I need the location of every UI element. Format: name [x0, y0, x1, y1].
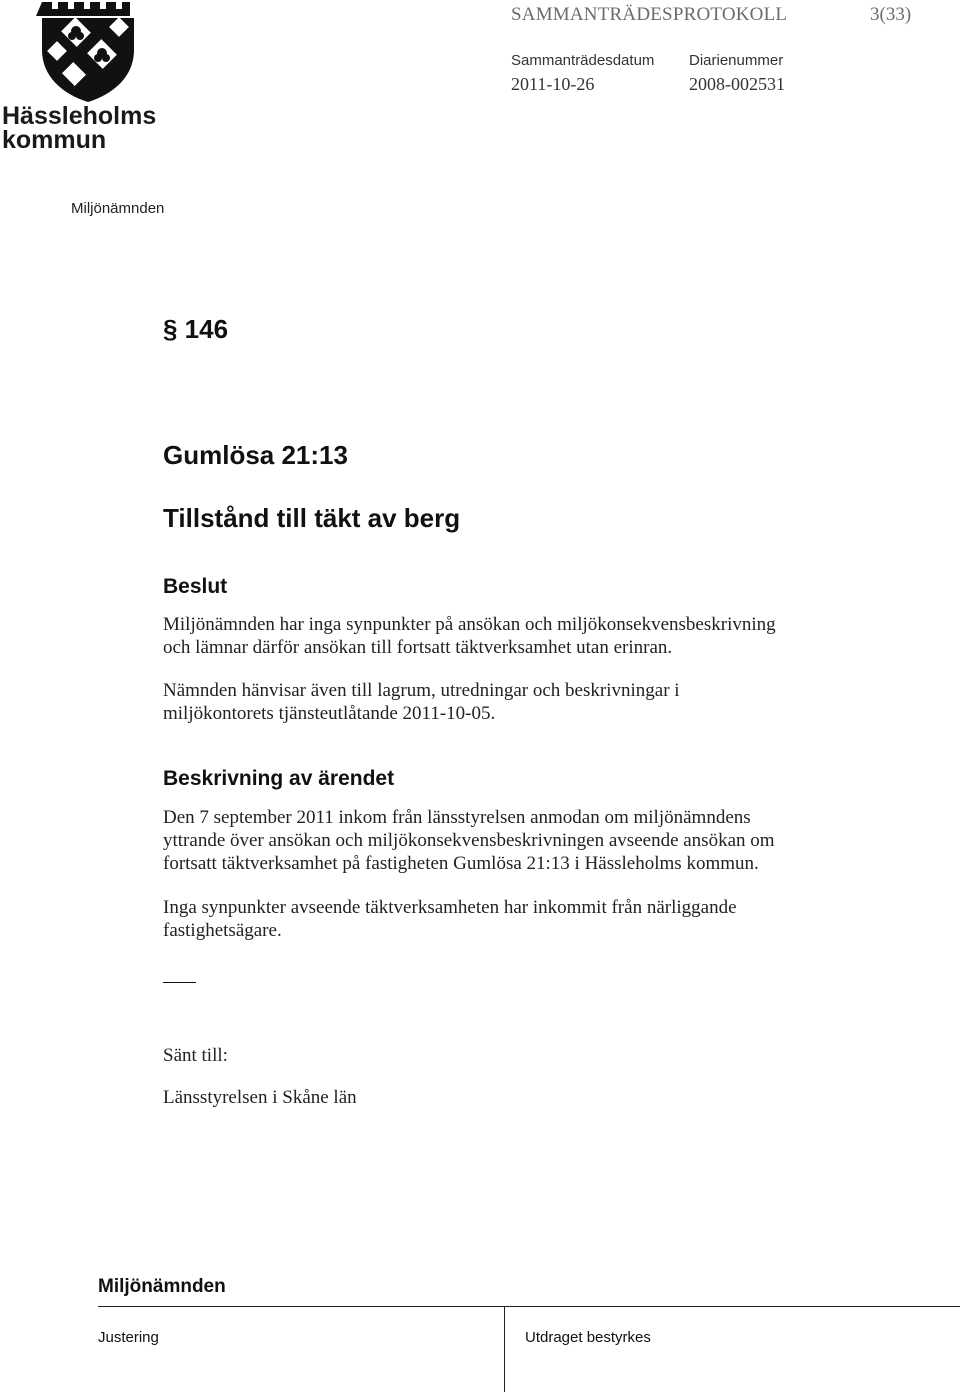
text-line: och lämnar därför ansökan till fortsatt täktverksamhet utan erinran.: [163, 637, 673, 658]
diary-number-label: Diarienummer: [689, 52, 784, 69]
section-divider: [163, 982, 196, 983]
text-line: Miljönämnden har inga synpunkter på ansökan och miljökonsekvensbeskrivning: [163, 614, 776, 635]
page-number: 3(33): [870, 4, 912, 25]
text-line: yttrande över ansökan och miljökonsekvensbeskrivningen avseende ansökan om: [163, 830, 775, 851]
document-title: SAMMANTRÄDESPROTOKOLL: [511, 4, 788, 25]
sent-to-recipient: Länsstyrelsen i Skåne län: [163, 1087, 357, 1108]
description-paragraph-2: [163, 896, 863, 942]
case-title: Gumlösa 21:13: [163, 440, 348, 470]
footer-divider: [98, 1306, 960, 1307]
diary-number-value: 2008-002531: [689, 74, 785, 94]
justering-label: Justering: [98, 1329, 159, 1346]
logo-line-2: kommun: [2, 126, 107, 154]
text-line: fortsatt täktverksamhet på fastigheten Gumlösa 21:13 i Hässleholms kommun.: [163, 853, 759, 874]
footer-committee-name: Miljönämnden: [98, 1276, 226, 1297]
text-line: Inga synpunkter avseende täktverksamheten har inkommit från närliggande: [163, 897, 737, 918]
paragraph-number: § 146: [163, 314, 229, 344]
sent-to-label: Sänt till:: [163, 1045, 228, 1066]
description-heading: Beskrivning av ärendet: [163, 767, 395, 790]
logo-wordmark: [2, 104, 156, 152]
decision-paragraph-2: [163, 679, 863, 725]
description-paragraph-1: [163, 806, 863, 875]
text-line: Den 7 september 2011 inkom från länsstyrelsen anmodan om miljönämndens: [163, 807, 751, 828]
meeting-date-value: 2011-10-26: [511, 74, 595, 94]
meeting-date-label: Sammanträdesdatum: [511, 52, 655, 69]
decision-paragraph-1: [163, 613, 863, 659]
hassleholm-coat-of-arms-icon: [36, 0, 140, 104]
utdraget-bestyrkes-label: Utdraget bestyrkes: [525, 1329, 651, 1346]
decision-heading: Beslut: [163, 575, 228, 598]
committee-name: Miljönämnden: [71, 200, 165, 217]
logo-line-1: Hässleholms: [2, 102, 157, 130]
text-line: fastighetsägare.: [163, 920, 282, 941]
footer-column-divider: [504, 1306, 505, 1392]
text-line: Nämnden hänvisar även till lagrum, utredningar och beskrivningar i: [163, 680, 680, 701]
text-line: miljökontorets tjänsteutlåtande 2011-10-05.: [163, 703, 496, 724]
case-subtitle: Tillstånd till täkt av berg: [163, 503, 461, 533]
